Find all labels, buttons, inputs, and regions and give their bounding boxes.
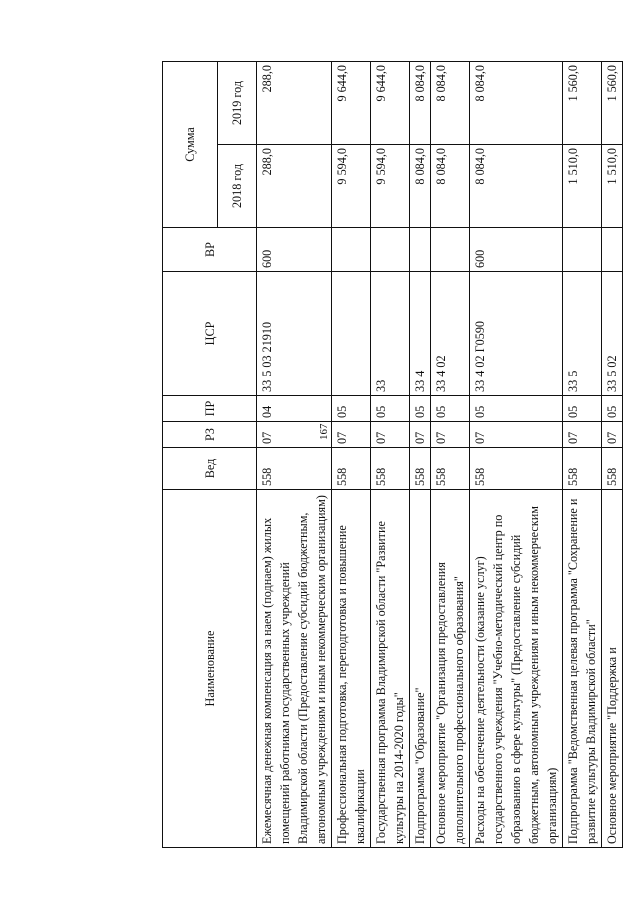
row-rz: 07 bbox=[602, 422, 623, 448]
row-vr bbox=[431, 228, 470, 272]
header-rz: РЗ bbox=[163, 422, 257, 448]
row-csr: 33 4 02 bbox=[431, 272, 470, 396]
row-csr: 33 4 02 Г0590 bbox=[470, 272, 563, 396]
row-name: Подпрограмма "Образование" bbox=[410, 490, 431, 848]
row-sum-2019: 8 084,0 bbox=[431, 61, 470, 144]
row-vr bbox=[602, 228, 623, 272]
row-csr: 33 5 bbox=[563, 272, 602, 396]
header-year-2018: 2018 год bbox=[218, 145, 257, 228]
row-pr: 05 bbox=[410, 396, 431, 422]
row-sum-2019: 9 644,0 bbox=[332, 61, 371, 144]
page-number: 167 bbox=[318, 423, 330, 440]
row-pr: 05 bbox=[563, 396, 602, 422]
header-name: Наименование bbox=[163, 490, 257, 848]
row-ved: 558 bbox=[257, 448, 332, 490]
row-sum-2018: 1 510,0 bbox=[602, 145, 623, 228]
row-rz: 07 bbox=[332, 422, 371, 448]
table-row bbox=[332, 61, 371, 847]
row-pr: 05 bbox=[371, 396, 410, 422]
row-rz: 07 bbox=[431, 422, 470, 448]
row-ved: 558 bbox=[563, 448, 602, 490]
row-vr bbox=[371, 228, 410, 272]
row-vr bbox=[410, 228, 431, 272]
row-name: Основное мероприятие "Поддержка и bbox=[602, 490, 623, 848]
budget-table-container bbox=[162, 62, 619, 848]
row-sum-2018: 9 594,0 bbox=[371, 145, 410, 228]
row-sum-2019: 8 084,0 bbox=[470, 61, 563, 144]
row-rz: 07 bbox=[470, 422, 563, 448]
table-row bbox=[563, 61, 602, 847]
header-year-2019: 2019 год bbox=[218, 61, 257, 144]
table-row bbox=[410, 61, 431, 847]
row-name: Профессиональная подготовка, переподготовка и повышение квалификации bbox=[332, 490, 371, 848]
row-pr: 05 bbox=[332, 396, 371, 422]
row-rz: 07 bbox=[371, 422, 410, 448]
row-name: Ежемесячная денежная компенсация за наем (поднаем) жилых помещений работникам государственных учреждений Владимирской области (Предоставление субсидий бюджетным, автономным учреждениям и иным некоммерческим организациям) bbox=[257, 490, 332, 848]
header-vr: ВР bbox=[163, 228, 257, 272]
row-csr bbox=[332, 272, 371, 396]
row-pr: 05 bbox=[602, 396, 623, 422]
row-sum-2018: 8 084,0 bbox=[431, 145, 470, 228]
row-sum-2018: 1 510,0 bbox=[563, 145, 602, 228]
row-sum-2019: 1 560,0 bbox=[602, 61, 623, 144]
row-name: Расходы на обеспечение деятельности (оказание услуг) государственного учреждения "Учебно-методический центр по образованию в сфере культуры" (Предоставление субсидий бюджетным, автономным учреждениям и иным некоммерческим организациям) bbox=[470, 490, 563, 848]
row-ved: 558 bbox=[410, 448, 431, 490]
row-vr bbox=[563, 228, 602, 272]
row-name: Государственная программа Владимирской области "Развитие культуры на 2014-2020 годы" bbox=[371, 490, 410, 848]
table-row bbox=[371, 61, 410, 847]
row-pr: 04 bbox=[257, 396, 332, 422]
header-pr: ПР bbox=[163, 396, 257, 422]
row-pr: 05 bbox=[470, 396, 563, 422]
row-sum-2018: 8 084,0 bbox=[470, 145, 563, 228]
row-name: Основное мероприятие "Организация предоставления дополнительного профессионального образования" bbox=[431, 490, 470, 848]
header-ved: Вед bbox=[163, 448, 257, 490]
row-rz: 07 bbox=[410, 422, 431, 448]
row-sum-2018: 288,0 bbox=[257, 145, 332, 228]
row-sum-2018: 9 594,0 bbox=[332, 145, 371, 228]
header-row-1 bbox=[163, 61, 218, 847]
row-sum-2019: 288,0 bbox=[257, 61, 332, 144]
table-row bbox=[470, 61, 563, 847]
row-pr: 05 bbox=[431, 396, 470, 422]
row-ved: 558 bbox=[602, 448, 623, 490]
row-sum-2018: 8 084,0 bbox=[410, 145, 431, 228]
header-sum: Сумма bbox=[163, 61, 218, 227]
table-row bbox=[602, 61, 623, 847]
row-vr bbox=[332, 228, 371, 272]
row-name: Подпрограмма "Ведомственная целевая программа "Сохранение и развитие культуры Владимирской области" bbox=[563, 490, 602, 848]
row-vr: 600 bbox=[470, 228, 563, 272]
row-sum-2019: 9 644,0 bbox=[371, 61, 410, 144]
row-csr: 33 4 bbox=[410, 272, 431, 396]
row-csr: 33 5 02 bbox=[602, 272, 623, 396]
budget-table bbox=[162, 61, 623, 848]
row-ved: 558 bbox=[431, 448, 470, 490]
row-ved: 558 bbox=[371, 448, 410, 490]
row-sum-2019: 1 560,0 bbox=[563, 61, 602, 144]
row-csr: 33 bbox=[371, 272, 410, 396]
row-csr: 33 5 03 21910 bbox=[257, 272, 332, 396]
row-ved: 558 bbox=[332, 448, 371, 490]
table-row bbox=[431, 61, 470, 847]
header-csr: ЦСР bbox=[163, 272, 257, 396]
row-rz: 07 bbox=[563, 422, 602, 448]
table-row bbox=[257, 61, 332, 847]
row-sum-2019: 8 084,0 bbox=[410, 61, 431, 144]
row-ved: 558 bbox=[470, 448, 563, 490]
row-rz: 07 bbox=[257, 422, 332, 448]
row-vr: 600 bbox=[257, 228, 332, 272]
